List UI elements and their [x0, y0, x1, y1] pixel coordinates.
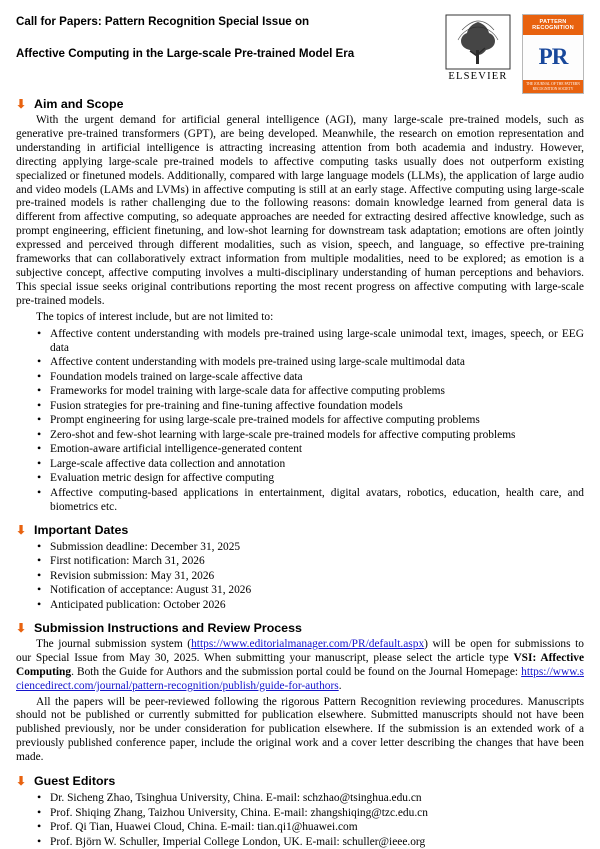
cover-title-line-1: PATTERN — [539, 19, 567, 25]
cover-title-line-2: RECOGNITION — [532, 25, 574, 32]
submission-text-b: ) will be open for submissions to our Special Issue from May 30, 2025. When submitting your manuscript, please select the article type — [16, 637, 584, 664]
list-item: • Foundation models trained on large-scale affective data — [50, 370, 584, 384]
download-arrow-icon: ⬇ — [16, 97, 27, 111]
section-heading-submission-text: Submission Instructions and Review Process — [34, 620, 302, 635]
download-arrow-icon: ⬇ — [16, 620, 27, 635]
list-item: • Affective content understanding with models pre-trained using large-scale unimodal text, images, speech, or EEG data — [50, 327, 584, 355]
section-heading-dates-text: Important Dates — [34, 522, 129, 537]
elsevier-wordmark: ELSEVIER — [448, 71, 508, 82]
list-item: • Prompt engineering for using large-scale pre-trained models for affective computing problems — [50, 413, 584, 427]
section-heading-submission-instructions — [16, 621, 584, 635]
list-item: • Evaluation metric design for affective computing — [50, 471, 584, 485]
section-heading-important-dates — [16, 523, 584, 537]
submission-text-a: The journal submission system ( — [36, 637, 192, 650]
cover-artwork — [523, 35, 583, 81]
aim-paragraph-1: With the urgent demand for artificial general intelligence (AGI), many large-scale pre-trained models, such as generative pre-trained transformers (GPT), are being developed. Meanwhile, the research on emotion representation and understanding in artificial intelligence is attracting increasing attention from both academia and industry. However, directing applying large-scale pre-trained models to affective computing tasks usually does not outperform existing specialized or finetuned models. Additionally, compared with large language models (LLMs), the application of large audio and video models (LAMs and LVMs) in affective computing is still at an early stage. Affective computing using large-scale pre-trained models is rather challenging due to the following reasons: domain knowledge learned from general data is different from affective computing, so adequate approaches are needed for extracting desired affective knowledge, such as prompt engineering, efficient finetuning, and low-shot learning for downstream task adaptation; emotions are often jointly expressed and perceived through different modalities, such as vision, speech, and language, so effective pre-training frameworks that can collaboratively extract information from multiple modalities, need to be explored; as emotion is a subjective concept, affective computing involves a multi-disciplinary understanding of human perceptions and behaviors. This special issue seeks original contributions reporting the most recent progress on affective computing with large-scale pre-trained models. — [16, 114, 584, 307]
page-title-line-1: Call for Papers: Pattern Recognition Special Issue on — [16, 15, 310, 28]
list-item: • Affective computing-based applications in entertainment, digital avatars, robotics, education, health care, and biometrics etc. — [50, 486, 584, 514]
cover-footer: THE JOURNAL OF THE PATTERN RECOGNITION SOCIETY — [523, 80, 583, 93]
logo-group — [442, 14, 584, 94]
download-arrow-icon: ⬇ — [16, 522, 27, 537]
elsevier-logo — [442, 14, 514, 82]
editorial-manager-link[interactable]: https://www.editorialmanager.com/PR/default.aspx — [191, 637, 425, 650]
list-item: • Affective content understanding with models pre-trained using large-scale multimodal data — [50, 355, 584, 369]
section-heading-aim-text: Aim and Scope — [34, 97, 124, 111]
list-item: • Anticipated publication: October 2026 — [50, 598, 584, 612]
list-item: • Frameworks for model training with large-scale data for affective computing problems — [50, 384, 584, 398]
list-item: • Notification of acceptance: August 31, 2026 — [50, 583, 584, 597]
list-item: • Emotion-aware artificial intelligence-generated content — [50, 442, 584, 456]
document-header — [16, 14, 584, 91]
list-item: • Prof. Shiqing Zhang, Taizhou University, China. E-mail: zhangshiqing@tzc.edu.cn — [50, 806, 584, 820]
list-item: • Revision submission: May 31, 2026 — [50, 569, 584, 583]
submission-paragraph-1 — [16, 638, 584, 694]
list-item: • Submission deadline: December 31, 2025 — [50, 540, 584, 554]
elsevier-tree-icon — [442, 14, 514, 70]
journal-cover-image — [522, 14, 584, 94]
section-heading-editors-text: Guest Editors — [34, 774, 116, 789]
section-heading-guest-editors — [16, 774, 584, 788]
list-item: • Dr. Sicheng Zhao, Tsinghua University, China. E-mail: schzhao@tsinghua.edu.cn — [50, 791, 584, 805]
cover-title — [523, 15, 583, 35]
submission-text-d: . — [338, 679, 342, 692]
list-item: • Prof. Qi Tian, Huawei Cloud, China. E-mail: tian.qi1@huawei.com — [50, 820, 584, 834]
title-block — [16, 14, 406, 61]
list-item: • Zero-shot and few-shot learning with large-scale pre-trained models for affective computing problems — [50, 428, 584, 442]
list-item: • Prof. Björn W. Schuller, Imperial College London, UK. E-mail: schuller@ieee.org — [50, 835, 584, 849]
list-item: • Large-scale affective data collection and annotation — [50, 457, 584, 471]
important-dates-list — [16, 540, 584, 612]
submission-paragraph-2: All the papers will be peer-reviewed following the rigorous Pattern Recognition reviewing procedures. Manuscripts should not be published or currently submitted for publication elsewhere. Submitted manuscripts should not have been published previously, nor be under consideration for publication elsewhere. If the submission is an extended work of a previously published conference paper, include the original work and a cover letter describing the changes that have been made. — [16, 695, 584, 764]
journal-homepage-link[interactable]: https://www.sciencedirect.com/journal/pattern-recognition/publish/guide-for-authors — [16, 665, 584, 692]
list-item: • Fusion strategies for pre-training and fine-tuning affective foundation models — [50, 399, 584, 413]
article-type-label: VSI: Affective Computing — [16, 651, 584, 678]
topics-list — [16, 327, 584, 514]
download-arrow-icon: ⬇ — [16, 774, 27, 789]
page-title-line-2: Affective Computing in the Large-scale Pre-trained Model Era — [16, 46, 355, 60]
submission-text-c: . Both the Guide for Authors and the submission portal could be found on the Journal Homepage: — [71, 665, 522, 678]
section-heading-aim-and-scope — [16, 97, 584, 111]
aim-paragraph-2: The topics of interest include, but are not limited to: — [36, 310, 274, 323]
cover-monogram: PR — [538, 43, 568, 69]
list-item: • First notification: March 31, 2026 — [50, 554, 584, 568]
